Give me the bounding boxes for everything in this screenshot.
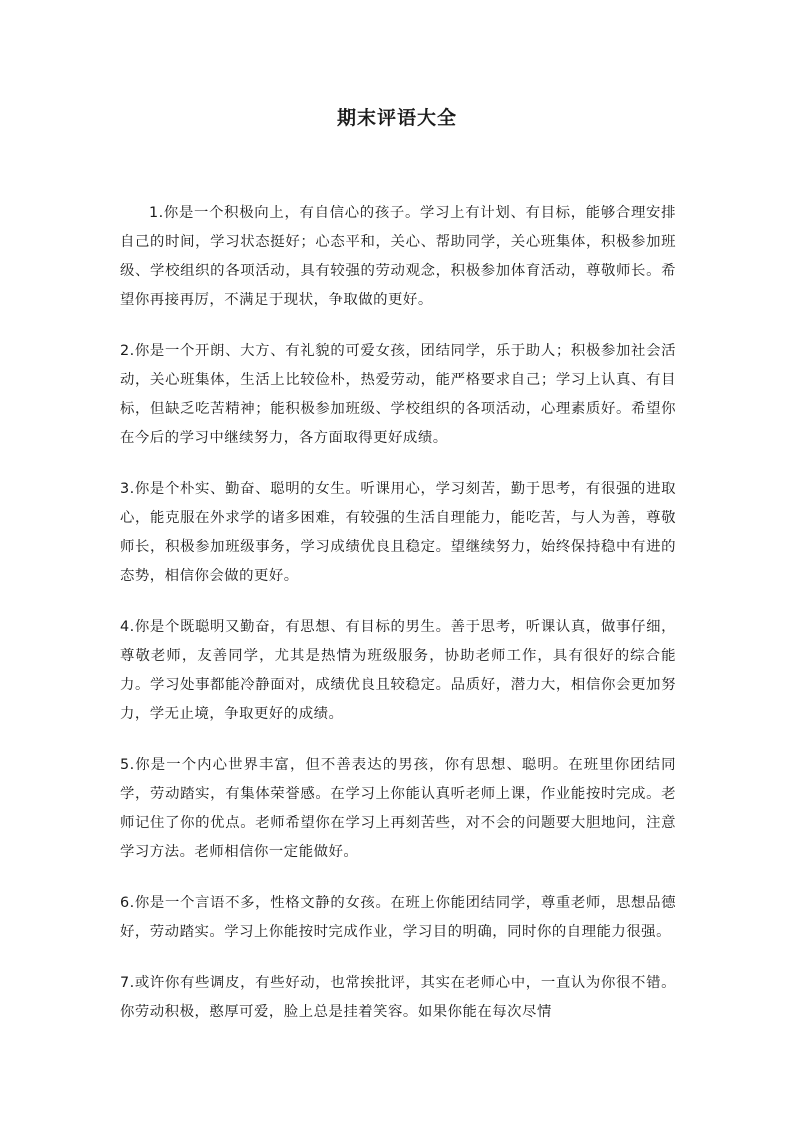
comment-paragraph-2: 2.你是一个开朗、大方、有礼貌的可爱女孩，团结同学，乐于助人；积极参加社会活动，关心班集体，生活上比较俭朴，热爱劳动，能严格要求自己；学习上认真、有目标，但缺乏吃苦精神；能积极参加班级、学校组织的各项活动，心理素质好。希望你在今后的学习中继续努力，各方面取得更好成绩。 bbox=[120, 343, 676, 446]
comment-paragraph-5: 5.你是一个内心世界丰富，但不善表达的男孩，你有思想、聪明。在班里你团结同学，劳动踏实，有集体荣誉感。在学习上你能认真听老师上课，作业能按时完成。老师记住了你的优点。老师希望你在学习上再刻苦些，对不会的问题要大胆地问，注意学习方法。老师相信你一定能做好。 bbox=[120, 757, 676, 860]
comment-paragraph-1: 1.你是一个积极向上，有自信心的孩子。学习上有计划、有目标，能够合理安排自己的时间，学习状态挺好；心态平和，关心、帮助同学，关心班集体，积极参加班级、学校组织的各项活动，具有较强的劳动观念，积极参加体育活动，尊敬师长。希望你再接再厉，不满足于现状，争取做的更好。 bbox=[120, 205, 676, 308]
comment-paragraph-4: 4.你是个既聪明又勤奋，有思想、有目标的男生。善于思考，听课认真，做事仔细，尊敬老师，友善同学，尤其是热情为班级服务，协助老师工作，具有很好的综合能力。学习处事都能冷静面对，成绩优良且较稳定。品质好，潜力大，相信你会更加努力，学无止境，争取更好的成绩。 bbox=[120, 619, 676, 722]
comment-paragraph-7: 7.或许你有些调皮，有些好动，也常挨批评，其实在老师心中，一直认为你很不错。你劳动积极，憨厚可爱，脸上总是挂着笑容。如果你能在每次尽情 bbox=[120, 975, 676, 1020]
document-body bbox=[120, 199, 676, 1049]
comment-paragraph-6: 6.你是一个言语不多，性格文静的女孩。在班上你能团结同学，尊重老师，思想品德好，劳动踏实。学习上你能按时完成作业，学习目的明确，同时你的自理能力很强。 bbox=[120, 895, 676, 940]
comment-paragraph-3: 3.你是个朴实、勤奋、聪明的女生。听课用心，学习刻苦，勤于思考，有很强的进取心，能克服在外求学的诸多困难，有较强的生活自理能力，能吃苦，与人为善，尊敬师长，积极参加班级事务，学习成绩优良且稳定。望继续努力，始终保持稳中有进的态势，相信你会做的更好。 bbox=[120, 481, 676, 584]
document-title: 期末评语大全 bbox=[336, 107, 457, 129]
